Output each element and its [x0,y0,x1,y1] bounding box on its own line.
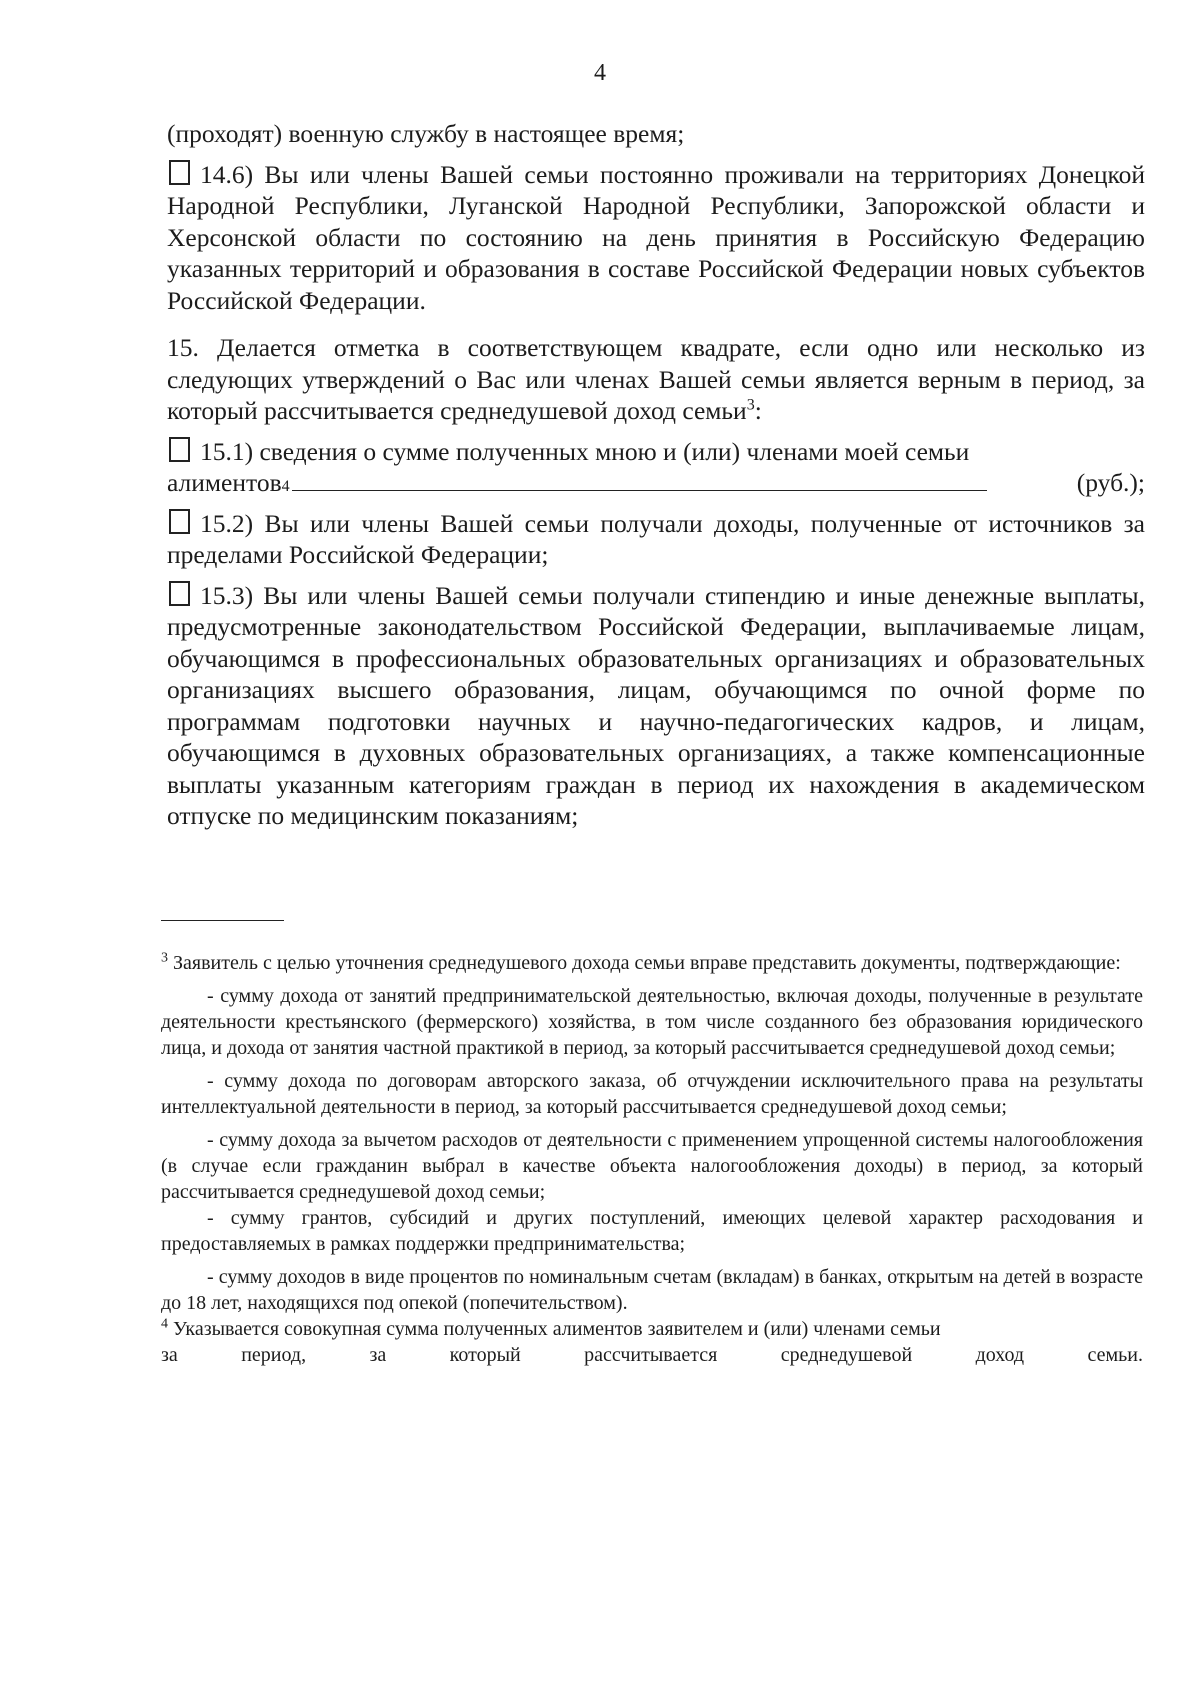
paragraph-14-5-tail: (проходят) военную службу в настоящее время; [167,119,685,148]
checkbox-14-6[interactable] [169,160,190,185]
footnote-ref-3: 3 [746,396,755,414]
footnote-4-mark: 4 [161,1316,168,1332]
alimony-row: алиментов 4 (руб.); [167,468,1145,497]
page-number: 4 [594,60,606,86]
item-15-3 [167,580,1145,832]
footnote-4-text: Указывается совокупная сумма полученных алиментов заявителем и (или) членами семьи [173,1318,941,1340]
item-14-6 [167,159,1145,317]
footnote-4 [161,1316,1143,1342]
footnote-3 [161,950,1143,976]
paragraph-15-text: 15. Делается отметка в соответствующем квадрате, если одно или несколько из следующих утверждений о Вас или членах Вашей семьи является верным в период, за который рассчитывается среднедушевой доход семьи [167,333,1145,425]
checkbox-15-2[interactable] [169,509,190,534]
footnote-3-mark: 3 [161,950,168,966]
checkbox-15-1[interactable] [169,437,190,462]
footnote-separator [161,920,284,921]
footnote-3-item: - сумму дохода от занятий предпринимательской деятельностью, включая доходы, полученные в результате деятельности крестьянского (фермерского) хозяйства, в том числе созданного без образования юридического лица, и дохода от занятия частной практикой в период, за который рассчитывается среднедушевой доход семьи; [161,985,1143,1059]
footnote-3-item: - сумму дохода по договорам авторского заказа, об отчуждении исключительного права на результаты интеллектуальной деятельности в период, за который рассчитывается среднедушевой доход семьи; [161,1070,1143,1118]
footnote-3-item: - сумму грантов, субсидий и других поступлений, имеющих целевой характер расходования и предоставляемых в рамках поддержки предпринимательства; [161,1207,1143,1255]
footnote-3-item: - сумму доходов в виде процентов по номинальным счетам (вкладам) в банках, открытым на детей в возрасте до 18 лет, находящихся под опекой (попечительством). [161,1266,1143,1314]
item-14-6-text: 14.6) Вы или члены Вашей семьи постоянно проживали на территориях Донецкой Народной Республики, Луганской Народной Республики, Запорожской области и Херсонской области по состоянию на день принятия в Российскую Федерацию указанных территорий и образования в составе Российской Федерации новых субъектов Российской Федерации. [167,159,1145,315]
alimony-unit: (руб.); [1076,468,1145,497]
item-15-1 [167,436,1145,468]
item-15-2 [167,508,1145,571]
item-15-2-text: 15.2) Вы или члены Вашей семьи получали доходы, полученные от источников за пределами Российской Федерации; [167,508,1145,569]
footnote-3-intro: Заявитель с целью уточнения среднедушевого дохода семьи вправе представить документы, подтверждающие: [173,952,1121,974]
document-body [167,118,1145,832]
paragraph-15: 15. Делается отметка в соответствующем квадрате, если одно или несколько из следующих утверждений о Вас или членах Вашей семьи является верным в период, за который рассчитывается среднедушевой доход семьи$^3$: [167,333,1145,425]
item-15-1-text: 15.1) сведения о сумме полученных мною и (или) членами моей семьи [200,436,970,466]
footnote-3-item: - сумму дохода за вычетом расходов от деятельности с применением упрощенной системы налогообложения (в случае если гражданин выбрал в качестве объекта налогообложения доходы) в период, за который рассчитывается среднедушевой доход семьи; [161,1129,1143,1203]
alimony-amount-field[interactable] [292,468,987,491]
checkbox-15-3[interactable] [169,581,190,606]
footnotes [161,950,1143,1368]
item-15-3-text: 15.3) Вы или члены Вашей семьи получали стипендию и иные денежные выплаты, предусмотренные законодательством Российской Федерации, выплачиваемые лицам, обучающимся в профессиональных образовательных организациях и образовательных организациях высшего образования, лицам, обучающимся по очной форме по программам подготовки научных и научно-педагогических кадров, и лицам, обучающимся в духовных образовательных организациях, а также компенсационные выплаты указанным категориям граждан в период их нахождения в академическом отпуске по медицинским показаниям; [167,580,1145,830]
footnote-4-last-line: за период, за который рассчитывается среднедушевой доход семьи. [161,1344,1143,1366]
